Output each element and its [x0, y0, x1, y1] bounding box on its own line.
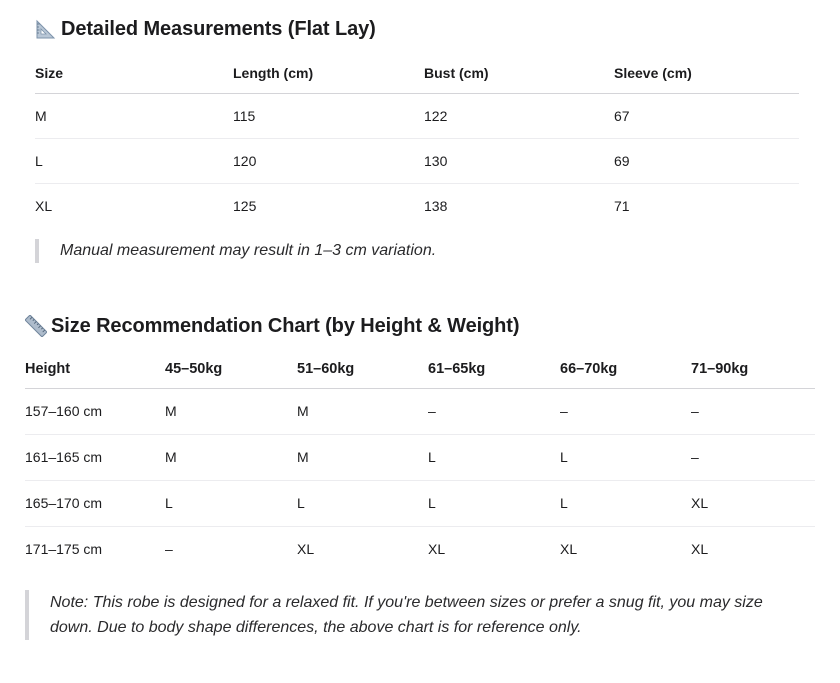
table-cell: L: [560, 434, 691, 480]
table-cell: 71: [614, 197, 630, 214]
table-cell: XL: [35, 197, 53, 214]
table-cell: M: [297, 434, 428, 480]
table-cell: L: [297, 480, 428, 526]
table-cell: M: [35, 93, 233, 138]
table-row: [35, 138, 799, 183]
table-cell: M: [165, 434, 297, 480]
fit-note: Note: This robe is designed for a relaxed fit. If you're between sizes or prefer a snug fit, you may size down. Due to body shape differences, the above chart is for reference only.: [25, 590, 805, 640]
column-header: 45–50kg: [165, 350, 297, 388]
recommendation-title: Size Recommendation Chart (by Height & Weight): [51, 314, 520, 337]
table-cell: 161–165 cm: [25, 434, 165, 480]
table-cell: 122: [424, 93, 614, 138]
table-cell: 115: [233, 93, 424, 138]
recommendation-header-row: [25, 350, 815, 388]
table-row: [35, 93, 799, 138]
measurements-title: Detailed Measurements (Flat Lay): [61, 17, 376, 40]
table-cell: M: [165, 388, 297, 434]
recommendation-heading: [25, 311, 815, 341]
table-cell: M: [297, 388, 428, 434]
table-cell: 157–160 cm: [25, 388, 165, 434]
triangle-ruler-icon: [35, 18, 57, 40]
table-cell: L: [165, 480, 297, 526]
table-cell: –: [691, 434, 815, 480]
table-row: [25, 434, 815, 480]
table-cell: 69: [614, 138, 799, 183]
table-row: [25, 480, 815, 526]
table-cell: 125: [233, 197, 257, 214]
table-row: [25, 526, 815, 572]
table-cell: L: [35, 138, 233, 183]
measurements-header-row: [35, 53, 799, 93]
column-header: 51–60kg: [297, 350, 428, 388]
table-cell: –: [560, 388, 691, 434]
table-cell: 130: [424, 138, 614, 183]
table-cell: L: [560, 480, 691, 526]
recommendation-table: [25, 350, 815, 572]
column-header: 61–65kg: [428, 350, 560, 388]
measurements-table: [35, 53, 799, 228]
table-cell: 171–175 cm: [25, 541, 103, 558]
table-cell: XL: [691, 480, 815, 526]
table-cell: 165–170 cm: [25, 480, 165, 526]
table-row: [35, 183, 799, 228]
recommendation-section: [25, 311, 815, 572]
column-header: 66–70kg: [560, 350, 691, 388]
table-cell: –: [428, 388, 560, 434]
column-header: Bust (cm): [424, 53, 614, 93]
measurement-note: Manual measurement may result in 1–3 cm variation.: [35, 239, 436, 263]
table-cell: XL: [428, 541, 446, 558]
table-cell: –: [691, 388, 815, 434]
column-header: Height: [25, 350, 165, 388]
straight-ruler-icon: [25, 315, 47, 337]
table-cell: XL: [560, 541, 578, 558]
table-cell: XL: [297, 541, 315, 558]
measurements-section: [35, 14, 799, 228]
column-header: Sleeve (cm): [614, 53, 799, 93]
measurements-heading: [35, 14, 799, 44]
column-header: Length (cm): [233, 53, 424, 93]
table-cell: 138: [424, 197, 448, 214]
table-cell: L: [428, 480, 560, 526]
table-cell: 67: [614, 93, 799, 138]
column-header: Size: [35, 53, 233, 93]
table-cell: XL: [691, 541, 709, 558]
table-cell: –: [165, 541, 173, 558]
table-cell: 120: [233, 138, 424, 183]
table-cell: L: [428, 434, 560, 480]
table-row: [25, 388, 815, 434]
column-header: 71–90kg: [691, 350, 815, 388]
